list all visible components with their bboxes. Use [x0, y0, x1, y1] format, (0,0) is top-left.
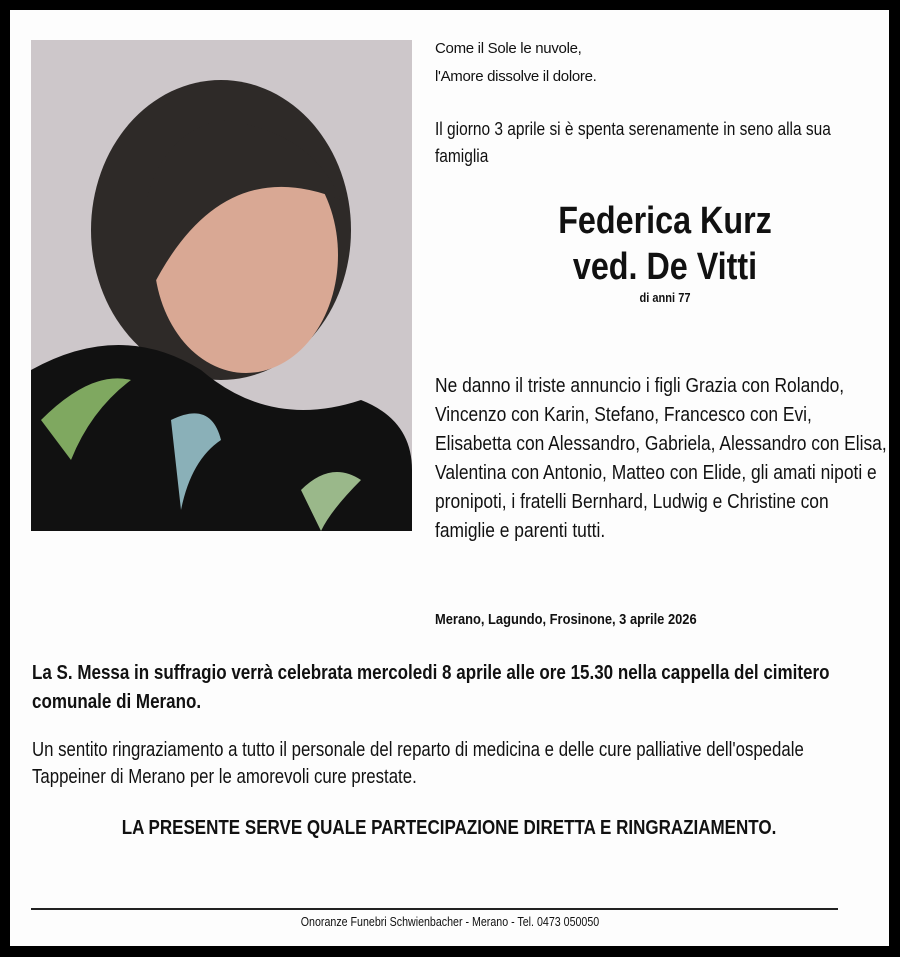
footer-divider — [31, 908, 838, 910]
mass-info: La S. Messa in suffragio verrà celebrata mercoledi 8 aprile alle ore 15.30 nella cappella del cimitero comunale di Merano. — [32, 662, 830, 713]
motto-line-1: Come il Sole le nuvole, — [435, 40, 582, 57]
age: di anni 77 — [639, 290, 691, 305]
footer — [10, 914, 889, 929]
footer-text: Onoranze Funebri Schwienbacher - Merano - Tel. 0473 050050 — [300, 914, 599, 929]
intro-text: Il giorno 3 aprile si è spenta serenamente in seno alla sua famiglia — [435, 119, 831, 166]
announcement-text: Ne danno il triste annuncio i figli Grazia con Rolando, Vincenzo con Karin, Stefano, Francesco con Evi, Elisabetta con Alessandro, Gabriela, Alessandro con Elisa, Valentina con Antonio, Matteo con Elide, gli amati nipoti e pronipoti, i fratelli Bernhard, Ludwig e Christine con famiglie e parenti tutti. — [435, 375, 887, 542]
closing-statement — [10, 817, 889, 840]
motto-line-2: l'Amore dissolve il dolore. — [435, 68, 597, 85]
obituary-notice — [10, 10, 889, 946]
portrait-photo — [31, 40, 412, 531]
name-line-2: ved. De Vitti — [572, 246, 758, 288]
name-line-1: Federica Kurz — [558, 200, 772, 242]
place-date: Merano, Lagundo, Frosinone, 3 aprile 2026 — [435, 611, 697, 628]
deceased-name — [435, 198, 895, 305]
closing-text: LA PRESENTE SERVE QUALE PARTECIPAZIONE DIRETTA E RINGRAZIAMENTO. — [122, 817, 777, 839]
thanks-text: Un sentito ringraziamento a tutto il personale del reparto di medicina e delle cure palliative dell'ospedale Tappeiner di Merano per le amorevoli cure prestate. — [32, 739, 804, 788]
